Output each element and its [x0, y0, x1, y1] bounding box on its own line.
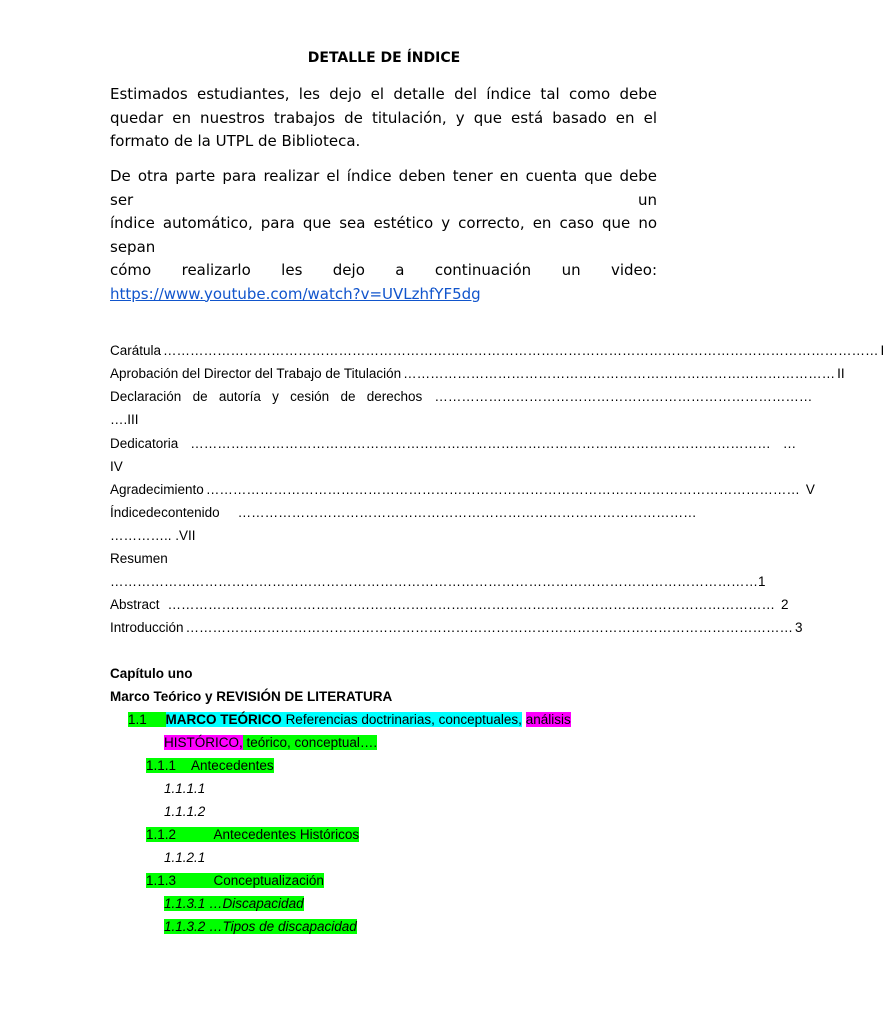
highlight-magenta: HISTÓRICO,	[164, 735, 243, 750]
instructions-line-1: De otra parte para realizar el índice deben tener en cuenta que debe ser un	[110, 167, 657, 209]
word: continuación	[434, 261, 532, 279]
word: video:	[610, 261, 657, 279]
word: contenido	[161, 505, 220, 520]
section-1-1-2-1: 1.1.2.1	[164, 850, 206, 865]
section-heading: 1.1.3 Conceptualización	[146, 873, 324, 888]
toc-entry-resumen-cont	[110, 574, 766, 594]
instructions-paragraph	[110, 165, 657, 306]
word: realizarlo	[181, 261, 251, 279]
word: un	[561, 261, 581, 279]
section-heading: 1.1.1 Antecedentes	[146, 758, 274, 773]
toc-entry-dedicatoria-cont: IV	[110, 459, 123, 474]
toc-entry-abstract	[110, 597, 789, 617]
instructions-line-2: índice automático, para que sea estético y correcto, en caso que no sepan	[110, 214, 657, 256]
chapter-title: Capítulo uno	[110, 666, 193, 681]
word: cesión	[290, 389, 330, 404]
section-1-1-1	[146, 758, 657, 778]
instructions-line-3	[110, 259, 657, 283]
intro-paragraph: Estimados estudiantes, les dejo el detalle del índice tal como debe quedar en nuestros trabajos de titulación, y que está basado en el formato de la UTPL de Biblioteca.	[110, 85, 657, 150]
section-1-1-line2	[164, 735, 657, 755]
section-text-cyan: MARCO TEÓRICO Referencias doctrinarias, conceptuales,	[165, 712, 522, 727]
leader-dots: …………………………………………………………………………………………	[237, 505, 697, 520]
toc-entry-declaracion-cont: ….III	[110, 412, 139, 427]
toc-page-number: 3	[795, 620, 803, 635]
section-1-1-1-2: 1.1.1.2	[164, 804, 206, 819]
word: de	[340, 389, 356, 404]
section-1-1-3-1: 1.1.3.1 …Discapacidad	[164, 896, 304, 911]
leader-dots: ………………………………………………………………………………………………………………………	[167, 597, 776, 612]
word: y	[272, 389, 279, 404]
word: de	[146, 505, 162, 520]
toc-entry-declaracion	[110, 389, 813, 409]
section-1-1-2	[146, 827, 657, 847]
page-title: DETALLE DE ÍNDICE	[307, 50, 461, 66]
toc-entry-aprobacion	[110, 366, 845, 386]
toc-entry-indice	[110, 505, 697, 525]
toc-label: Agradecimiento	[110, 482, 204, 497]
word: derechos	[366, 389, 423, 404]
leader-dots: ……………………………………………………………………………………	[403, 366, 836, 381]
toc-entry-resumen: Resumen	[110, 551, 168, 566]
toc-page-number: 2	[781, 597, 789, 612]
chapter-subtitle: Marco Teórico y REVISIÓN DE LITERATURA	[110, 689, 393, 704]
toc-entry-caratula	[110, 343, 884, 363]
youtube-link[interactable]: https://www.youtube.com/watch?v=UVLzhfYF5dg	[110, 284, 481, 303]
toc-dots-tail: …	[782, 436, 797, 451]
section-1-1-1-1: 1.1.1.1	[164, 781, 206, 796]
word: a	[395, 261, 405, 279]
word: Declaración	[110, 389, 182, 404]
word: dejo	[332, 261, 365, 279]
toc-label: Introducción	[110, 620, 184, 635]
toc-label	[110, 505, 220, 520]
toc-page-number: V	[805, 482, 815, 497]
word: les	[281, 261, 303, 279]
leader-dots: ………………………………………………………………………………………………………………………	[185, 620, 794, 635]
section-1-1-3	[146, 873, 657, 893]
section-number: 1.1	[128, 712, 166, 727]
word: cómo	[110, 261, 152, 279]
leader-dots: …………………………………………………………………………………………………………………	[190, 436, 771, 451]
toc-label: Carátula	[110, 343, 162, 358]
toc-page-number: II	[837, 366, 845, 381]
highlight-green: teórico, conceptual….	[243, 735, 377, 750]
leader-dots: ………………………………………………………………………………………………………………………………	[110, 574, 758, 589]
leader-dots: …………………………………………………………………………	[434, 389, 813, 404]
toc-label: Aprobación del Director del Trabajo de Titulación	[110, 366, 402, 381]
toc-entry-agradecimiento	[110, 482, 815, 502]
toc-label	[110, 389, 422, 404]
section-1-1-3-2: 1.1.3.2 …Tipos de discapacidad	[164, 919, 357, 934]
word: de	[192, 389, 208, 404]
toc-entry-dedicatoria	[110, 436, 797, 456]
section-1-1	[128, 712, 657, 732]
toc-label: Dedicatoria	[110, 436, 179, 451]
leader-dots: ……………………………………………………………………………………………………………………………………………	[163, 343, 879, 358]
section-text-magenta: análisis	[525, 712, 571, 727]
word: Índice	[110, 505, 147, 520]
word: autoría	[218, 389, 261, 404]
toc-entry-indice-cont: ………….. .VII	[110, 528, 196, 543]
toc-entry-introduccion	[110, 620, 803, 640]
toc-label: Abstract	[110, 597, 160, 612]
leader-dots: ……………………………………………………………………………………………………………………	[205, 482, 800, 497]
section-heading: 1.1.2 Antecedentes Históricos	[146, 827, 360, 842]
toc-page-number: I	[880, 343, 884, 358]
toc-page-number: 1	[758, 574, 766, 589]
